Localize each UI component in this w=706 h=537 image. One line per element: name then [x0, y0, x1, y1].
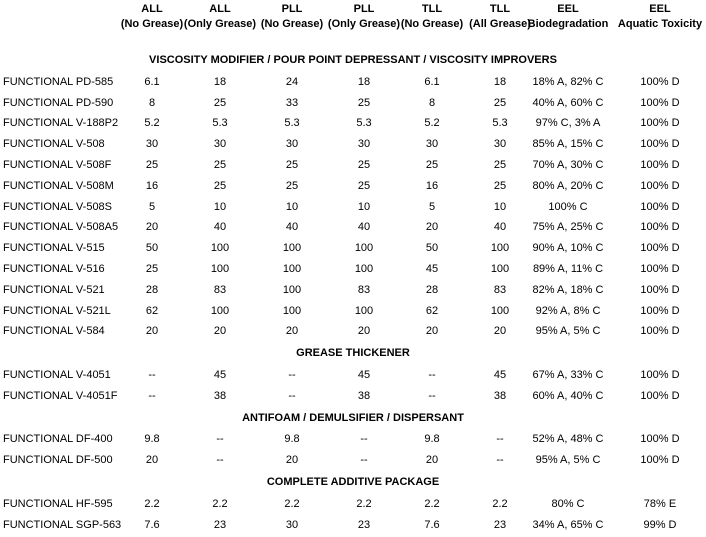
- product-name: FUNCTIONAL V-508S: [3, 200, 113, 213]
- cell-all-only-grease: 30: [213, 138, 227, 151]
- cell-tll-all-grease: 25: [493, 179, 507, 192]
- cell-eel-biodegradation: 95% A, 5% C: [535, 325, 601, 338]
- cell-all-no-grease: --: [148, 369, 156, 381]
- cell-pll-no-grease: 25: [285, 159, 299, 171]
- cell-eel-biodegradation: 34% A, 65% C: [532, 518, 604, 531]
- cell-all-no-grease: 20: [145, 454, 159, 467]
- cell-tll-all-grease: 20: [493, 325, 507, 338]
- cell-tll-no-grease: 9.8: [424, 433, 440, 446]
- product-name: FUNCTIONAL V-188P2: [3, 117, 119, 130]
- cell-pll-no-grease: 25: [285, 179, 299, 192]
- cell-all-no-grease: 30: [145, 138, 159, 151]
- cell-all-no-grease: 5.2: [144, 117, 160, 130]
- cell-eel-aquatic-toxicity: 100% D: [640, 389, 680, 402]
- cell-pll-no-grease: 20: [285, 325, 299, 338]
- cell-all-only-grease: 5.3: [212, 117, 228, 130]
- product-name: FUNCTIONAL V-515: [3, 242, 105, 255]
- cell-pll-no-grease: 100: [282, 242, 302, 255]
- table-row: [0, 367, 706, 383]
- cell-pll-no-grease: 9.8: [284, 433, 300, 446]
- cell-pll-no-grease: 100: [282, 263, 302, 275]
- table-row: [0, 388, 706, 404]
- cell-all-only-grease: --: [216, 433, 224, 446]
- cell-pll-only-grease: 83: [357, 283, 371, 296]
- cell-eel-aquatic-toxicity: 100% D: [640, 304, 680, 317]
- cell-all-no-grease: --: [148, 389, 156, 402]
- product-name: FUNCTIONAL V-4051F: [3, 389, 118, 402]
- column-header-eel-aquatic-toxicity: [610, 2, 706, 32]
- product-name: FUNCTIONAL V-508A5: [3, 221, 119, 234]
- product-name: FUNCTIONAL V-521L: [3, 304, 111, 317]
- cell-pll-no-grease: 10: [285, 200, 299, 213]
- cell-tll-no-grease: --: [428, 389, 436, 402]
- section-title: ANTIFOAM / DEMULSIFIER / DISPERSANT: [242, 411, 464, 424]
- cell-eel-biodegradation: 70% A, 30% C: [532, 159, 604, 171]
- cell-pll-only-grease: 5.3: [356, 117, 372, 130]
- table-row: [0, 157, 706, 173]
- cell-pll-no-grease: 24: [285, 75, 299, 88]
- cell-pll-only-grease: 100: [354, 263, 374, 275]
- cell-eel-biodegradation: 18% A, 82% C: [532, 75, 604, 88]
- cell-eel-biodegradation: 80% A, 20% C: [532, 179, 604, 192]
- cell-tll-no-grease: 45: [425, 263, 439, 275]
- cell-eel-aquatic-toxicity: 100% D: [640, 283, 680, 296]
- cell-pll-only-grease: 100: [354, 304, 374, 317]
- cell-pll-no-grease: 30: [285, 138, 299, 151]
- cell-tll-all-grease: 38: [493, 389, 507, 402]
- cell-tll-all-grease: 100: [490, 304, 510, 317]
- table-row: [0, 219, 706, 235]
- cell-eel-aquatic-toxicity: 100% D: [640, 221, 680, 234]
- cell-all-only-grease: 2.2: [212, 497, 228, 510]
- cell-eel-biodegradation: 67% A, 33% C: [532, 369, 604, 381]
- cell-all-no-grease: 25: [145, 263, 159, 275]
- cell-eel-aquatic-toxicity: 100% D: [640, 369, 680, 381]
- cell-eel-biodegradation: 40% A, 60% C: [532, 96, 604, 109]
- cell-eel-aquatic-toxicity: 100% D: [640, 75, 680, 88]
- cell-tll-all-grease: 25: [493, 96, 507, 109]
- cell-all-no-grease: 25: [145, 159, 159, 171]
- cell-pll-only-grease: 45: [357, 369, 371, 381]
- cell-tll-no-grease: 6.1: [424, 75, 440, 88]
- cell-pll-only-grease: 2.2: [356, 497, 372, 510]
- column-header-line2: (No Grease): [260, 18, 324, 30]
- table-row: [0, 517, 706, 533]
- product-name: FUNCTIONAL V-508M: [3, 179, 114, 192]
- cell-tll-no-grease: 8: [428, 96, 436, 109]
- cell-pll-only-grease: 10: [357, 200, 371, 213]
- cell-all-no-grease: 20: [145, 325, 159, 338]
- table-row: [0, 496, 706, 512]
- cell-tll-no-grease: 20: [425, 221, 439, 234]
- column-header-line2: Biodegradation: [527, 18, 609, 30]
- column-header-line2: Aquatic Toxicity: [617, 18, 703, 30]
- cell-all-only-grease: 20: [213, 325, 227, 338]
- cell-pll-no-grease: 5.3: [284, 117, 300, 130]
- section-title: COMPLETE ADDITIVE PACKAGE: [266, 476, 440, 488]
- cell-all-only-grease: 25: [213, 179, 227, 192]
- column-header-line1: TLL: [489, 3, 511, 15]
- cell-eel-biodegradation: 60% A, 40% C: [532, 389, 604, 402]
- cell-tll-no-grease: 16: [425, 179, 439, 192]
- cell-eel-biodegradation: 97% C, 3% A: [535, 117, 601, 130]
- column-header-line2: (No Grease): [400, 18, 464, 30]
- cell-tll-no-grease: 2.2: [424, 497, 440, 510]
- cell-pll-only-grease: 38: [357, 389, 371, 402]
- cell-all-no-grease: 8: [148, 96, 156, 109]
- cell-eel-biodegradation: 89% A, 11% C: [532, 263, 604, 275]
- product-name: FUNCTIONAL DF-500: [3, 454, 113, 467]
- cell-tll-no-grease: 30: [425, 138, 439, 151]
- product-name: FUNCTIONAL PD-585: [3, 75, 114, 88]
- cell-pll-only-grease: --: [360, 454, 368, 467]
- cell-all-only-grease: 40: [213, 221, 227, 234]
- cell-all-only-grease: 100: [210, 263, 230, 275]
- product-name: FUNCTIONAL V-521: [3, 283, 105, 296]
- column-header-line1: EEL: [649, 3, 671, 15]
- cell-eel-aquatic-toxicity: 100% D: [640, 433, 680, 446]
- table-row: [0, 74, 706, 90]
- cell-eel-biodegradation: 95% A, 5% C: [535, 454, 601, 467]
- cell-pll-only-grease: 20: [357, 325, 371, 338]
- column-header-line1: ALL: [209, 3, 231, 15]
- cell-pll-no-grease: 100: [282, 304, 302, 317]
- cell-all-only-grease: 38: [213, 389, 227, 402]
- cell-all-no-grease: 9.8: [144, 433, 160, 446]
- column-header-row: [0, 2, 706, 32]
- cell-all-only-grease: 10: [213, 200, 227, 213]
- cell-pll-only-grease: 100: [354, 242, 374, 255]
- cell-all-no-grease: 6.1: [144, 75, 160, 88]
- cell-all-no-grease: 2.2: [144, 497, 160, 510]
- cell-tll-all-grease: 2.2: [492, 497, 508, 510]
- cell-pll-no-grease: 30: [285, 518, 299, 531]
- cell-tll-all-grease: --: [496, 454, 504, 467]
- cell-eel-aquatic-toxicity: 99% D: [643, 518, 677, 531]
- cell-all-no-grease: 20: [145, 221, 159, 234]
- cell-tll-all-grease: 23: [493, 518, 507, 531]
- cell-eel-aquatic-toxicity: 100% D: [640, 159, 680, 171]
- cell-eel-biodegradation: 85% A, 15% C: [532, 138, 604, 151]
- cell-tll-no-grease: 5.2: [424, 117, 440, 130]
- cell-all-only-grease: --: [216, 454, 224, 467]
- product-name: FUNCTIONAL PD-590: [3, 96, 114, 109]
- product-name: FUNCTIONAL V-508F: [3, 159, 112, 171]
- cell-tll-all-grease: 45: [493, 369, 507, 381]
- cell-pll-only-grease: 25: [357, 179, 371, 192]
- cell-tll-all-grease: 100: [490, 242, 510, 255]
- cell-eel-aquatic-toxicity: 100% D: [640, 263, 680, 275]
- cell-pll-only-grease: --: [360, 433, 368, 446]
- cell-all-only-grease: 100: [210, 242, 230, 255]
- cell-all-no-grease: 50: [145, 242, 159, 255]
- table-row: [0, 136, 706, 152]
- cell-tll-no-grease: 50: [425, 242, 439, 255]
- cell-pll-only-grease: 25: [357, 159, 371, 171]
- column-header-line2: (No Grease): [120, 18, 184, 30]
- cell-all-only-grease: 100: [210, 304, 230, 317]
- cell-all-no-grease: 5: [148, 200, 156, 213]
- cell-eel-aquatic-toxicity: 100% D: [640, 138, 680, 151]
- cell-pll-only-grease: 23: [357, 518, 371, 531]
- table-row: [0, 115, 706, 131]
- cell-all-no-grease: 7.6: [144, 518, 160, 531]
- cell-eel-aquatic-toxicity: 100% D: [640, 454, 680, 467]
- column-header-line2: (Only Grease): [327, 18, 401, 30]
- column-header-eel-biodegradation: [513, 2, 623, 32]
- table-row: [0, 261, 706, 277]
- product-name: FUNCTIONAL V-584: [3, 325, 105, 338]
- cell-eel-aquatic-toxicity: 100% D: [640, 200, 680, 213]
- cell-pll-no-grease: 100: [282, 283, 302, 296]
- column-header-line1: TLL: [421, 3, 443, 15]
- table-row: [0, 240, 706, 256]
- cell-eel-biodegradation: 80% C: [551, 497, 585, 510]
- cell-eel-biodegradation: 92% A, 8% C: [535, 304, 601, 317]
- product-name: FUNCTIONAL SGP-563: [3, 518, 122, 531]
- product-name: FUNCTIONAL V-508: [3, 138, 105, 151]
- cell-tll-all-grease: 100: [490, 263, 510, 275]
- cell-pll-no-grease: --: [288, 369, 296, 381]
- cell-pll-no-grease: 20: [285, 454, 299, 467]
- section-title: VISCOSITY MODIFIER / POUR POINT DEPRESSANT / VISCOSITY IMPROVERS: [149, 54, 557, 66]
- table-row: [0, 178, 706, 194]
- cell-tll-all-grease: --: [496, 433, 504, 446]
- column-header-line1: EEL: [557, 3, 579, 15]
- column-header-line1: PLL: [353, 3, 375, 15]
- cell-pll-only-grease: 25: [357, 96, 371, 109]
- cell-eel-aquatic-toxicity: 100% D: [640, 117, 680, 130]
- cell-pll-no-grease: 40: [285, 221, 299, 234]
- table-row: [0, 452, 706, 468]
- column-header-line1: ALL: [141, 3, 163, 15]
- cell-all-only-grease: 18: [213, 75, 227, 88]
- cell-tll-all-grease: 83: [493, 283, 507, 296]
- cell-tll-no-grease: 7.6: [424, 518, 440, 531]
- cell-all-only-grease: 45: [213, 369, 227, 381]
- cell-pll-no-grease: 33: [285, 96, 299, 109]
- cell-tll-no-grease: 20: [425, 325, 439, 338]
- cell-tll-no-grease: 25: [425, 159, 439, 171]
- cell-eel-biodegradation: 75% A, 25% C: [532, 221, 604, 234]
- cell-all-only-grease: 25: [213, 159, 227, 171]
- product-name: FUNCTIONAL V-4051: [3, 369, 111, 381]
- cell-tll-all-grease: 18: [493, 75, 507, 88]
- cell-eel-aquatic-toxicity: 100% D: [640, 325, 680, 338]
- cell-tll-no-grease: 28: [425, 283, 439, 296]
- cell-tll-all-grease: 40: [493, 221, 507, 234]
- table-row: [0, 95, 706, 111]
- cell-eel-aquatic-toxicity: 100% D: [640, 96, 680, 109]
- cell-pll-no-grease: --: [288, 389, 296, 402]
- cell-all-no-grease: 16: [145, 179, 159, 192]
- cell-eel-biodegradation: 100% C: [548, 200, 588, 213]
- table-row: [0, 303, 706, 319]
- table-row: [0, 199, 706, 215]
- cell-pll-no-grease: 2.2: [284, 497, 300, 510]
- cell-all-no-grease: 28: [145, 283, 159, 296]
- column-header-line2: (Only Grease): [183, 18, 257, 30]
- product-name: FUNCTIONAL DF-400: [3, 433, 113, 446]
- cell-tll-no-grease: 62: [425, 304, 439, 317]
- product-name: FUNCTIONAL V-516: [3, 263, 105, 275]
- column-header-line2: (All Grease): [469, 18, 531, 30]
- product-name: FUNCTIONAL HF-595: [3, 497, 113, 510]
- table-row: [0, 323, 706, 339]
- cell-eel-biodegradation: 82% A, 18% C: [532, 283, 604, 296]
- cell-all-no-grease: 62: [145, 304, 159, 317]
- cell-tll-all-grease: 30: [493, 138, 507, 151]
- cell-tll-all-grease: 25: [493, 159, 507, 171]
- cell-pll-only-grease: 40: [357, 221, 371, 234]
- table-row: [0, 431, 706, 447]
- cell-tll-no-grease: 5: [428, 200, 436, 213]
- cell-pll-only-grease: 18: [357, 75, 371, 88]
- cell-tll-no-grease: --: [428, 369, 436, 381]
- cell-eel-aquatic-toxicity: 78% E: [643, 497, 677, 510]
- cell-tll-no-grease: 20: [425, 454, 439, 467]
- cell-tll-all-grease: 5.3: [492, 117, 508, 130]
- cell-tll-all-grease: 10: [493, 200, 507, 213]
- section-title: GREASE THICKENER: [296, 347, 410, 360]
- cell-eel-aquatic-toxicity: 100% D: [640, 179, 680, 192]
- cell-all-only-grease: 23: [213, 518, 227, 531]
- table-row: [0, 282, 706, 298]
- cell-all-only-grease: 83: [213, 283, 227, 296]
- cell-eel-aquatic-toxicity: 100% D: [640, 242, 680, 255]
- cell-all-only-grease: 25: [213, 96, 227, 109]
- column-header-line1: PLL: [281, 3, 303, 15]
- cell-eel-biodegradation: 52% A, 48% C: [532, 433, 604, 446]
- cell-eel-biodegradation: 90% A, 10% C: [532, 242, 604, 255]
- cell-pll-only-grease: 30: [357, 138, 371, 151]
